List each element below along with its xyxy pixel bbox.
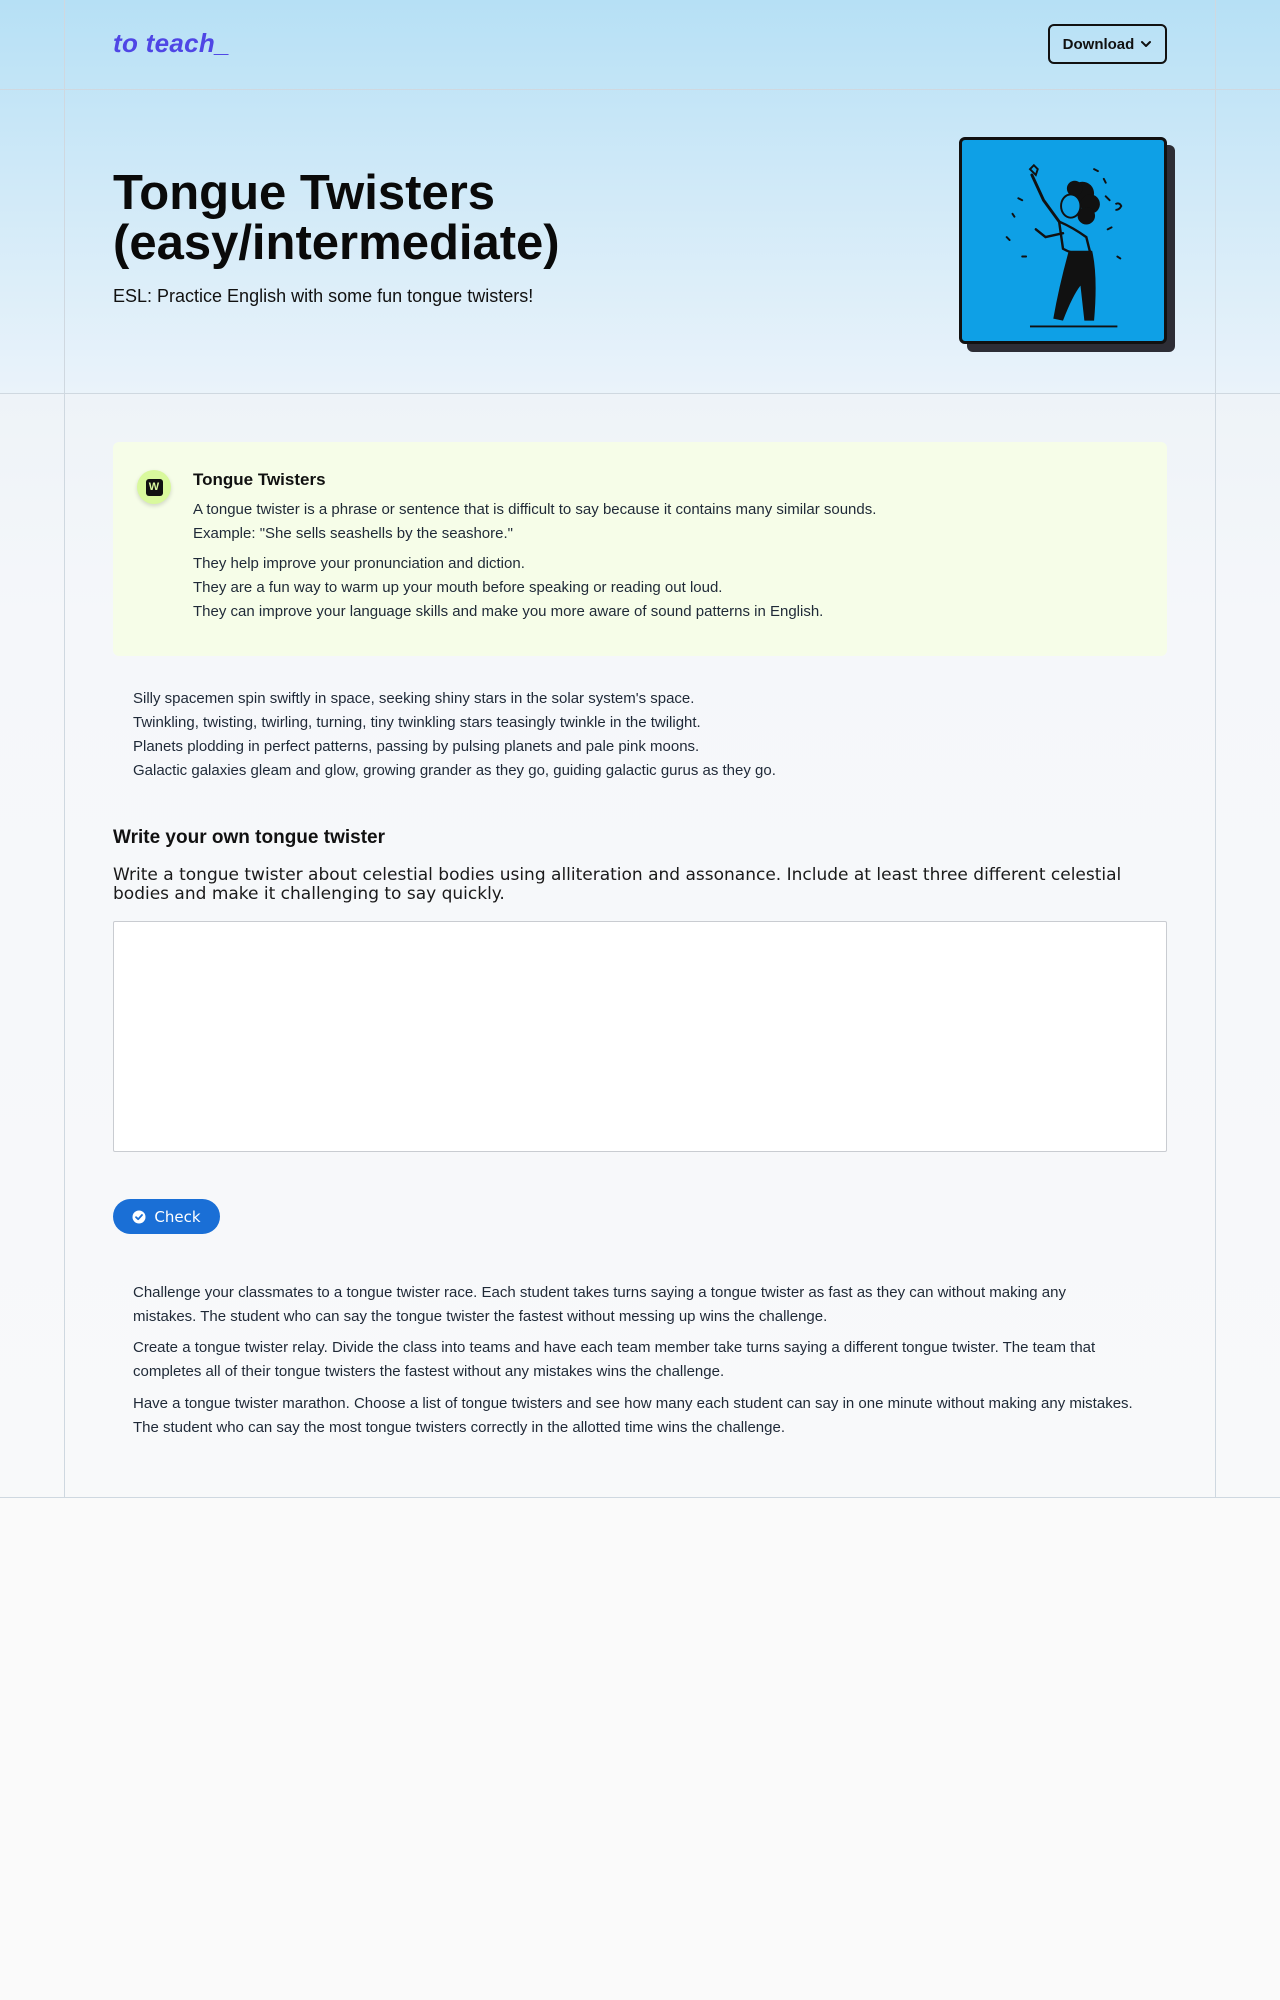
download-label: Download [1062,35,1135,53]
exercise-heading: Write your own tongue twister [113,827,385,848]
page-subtitle: ESL: Practice English with some fun tongue twisters! [113,286,534,306]
twister-line: Silly spacemen spin swiftly in space, seeking shiny stars in the solar system's space. [133,690,695,707]
activity-paragraph: Create a tongue twister relay. Divide the class into teams and have each team member take turns saying a different tongue twister. The team that completes all of their tongue twisters the fastest without any mistakes wins the challenge. [133,1339,1096,1380]
info-title: Tongue Twisters [193,470,326,489]
twister-line: Twinkling, twisting, twirling, turning, tiny twinkling stars teasingly twinkle in the twilight. [133,714,701,731]
divider-content [0,1497,1280,1498]
grid-line-left [64,0,65,1498]
answer-textarea[interactable] [113,921,1167,1152]
site-logo[interactable]: to teach_ [113,28,230,58]
info-line: Example: "She sells seashells by the seashore." [193,525,513,542]
info-callout [113,442,1167,656]
divider-header [0,89,1280,90]
divider-hero [0,393,1280,394]
info-line: They can improve your language skills and make you more aware of sound patterns in English. [193,603,824,620]
activity-paragraph: Have a tongue twister marathon. Choose a list of tongue twisters and see how many each student can say in one minute without making any mistakes. The student who can say the most tongue twisters correctly in the allotted time wins the challenge. [133,1395,1133,1436]
exercise-prompt: Write a tongue twister about celestial bodies using alliteration and assonance. Include at least three different celestial bodies and make it challenging to say quickly. [113,865,1122,904]
grid-line-right [1215,0,1216,1498]
page-title: Tongue Twisters (easy/intermediate) [113,166,560,270]
download-button[interactable] [1048,24,1167,64]
check-button[interactable] [113,1199,220,1234]
info-line: They help improve your pronunciation and diction. [193,555,525,572]
hero-illustration [959,137,1167,344]
check-circle-icon [132,1210,146,1224]
info-line: They are a fun way to warm up your mouth before speaking or reading out loud. [193,579,723,596]
activity-paragraph: Challenge your classmates to a tongue twister race. Each student takes turns saying a tongue twister as fast as they can without making any mistakes. The student who can say the tongue twister the fastest without messing up wins the challenge. [133,1284,1066,1325]
twister-line: Galactic galaxies gleam and glow, growing grander as they go, guiding galactic gurus as they go. [133,762,776,779]
info-badge-icon: W [146,479,163,496]
info-badge [137,470,171,504]
info-line: A tongue twister is a phrase or sentence that is difficult to say because it contains many similar sounds. [193,501,877,518]
check-label: Check [154,1207,201,1226]
dancing-person-illustration [962,140,1164,341]
twister-line: Planets plodding in perfect patterns, passing by pulsing planets and pale pink moons. [133,738,700,755]
chevron-down-icon [1140,38,1152,50]
